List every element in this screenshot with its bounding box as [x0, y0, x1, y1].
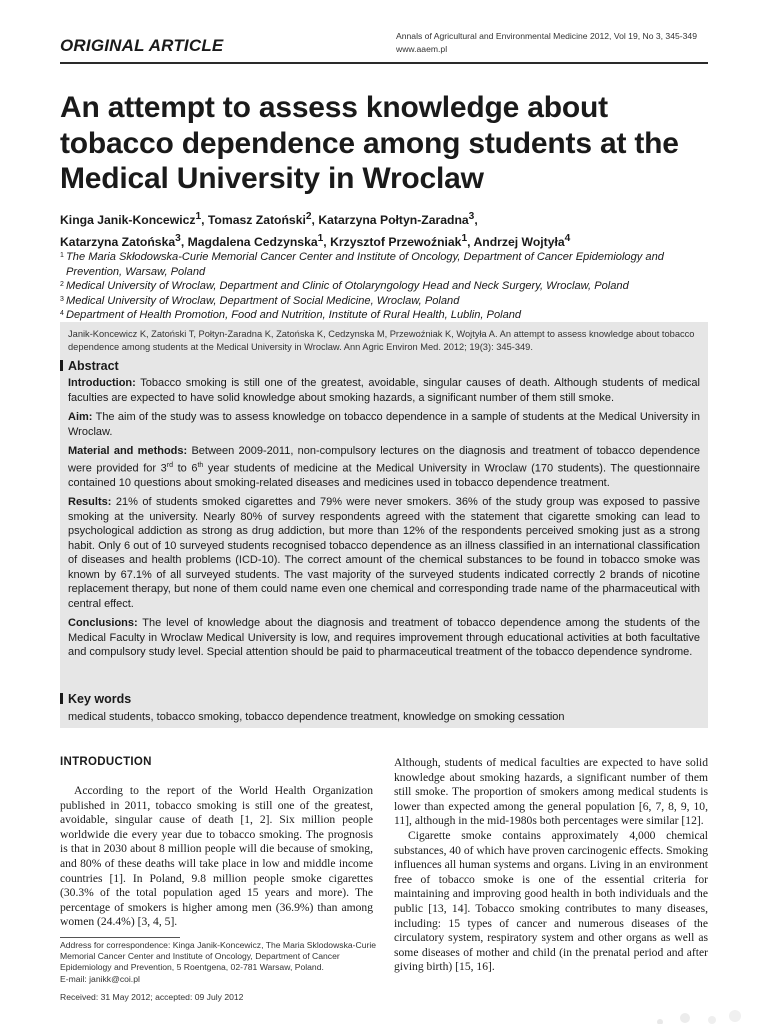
author-list: Kinga Janik-Koncewicz$^1$, Tomasz Zatoński$^2$, Katarzyna Połtyn-Zaradna$^3$, Katarzyna Zatońska$^3$, Magdalena Cedzynska$^1$, Krzysztof Przewoźniak$^1$, Andrzej Wojtyła$^4$ [60, 211, 571, 249]
decor-dot [708, 1016, 716, 1024]
author: Katarzyna Zatońska$^3$ [60, 232, 181, 249]
text-column-right [394, 756, 708, 975]
decor-dot [657, 1019, 663, 1024]
author: Tomasz Zatoński$^2$ [207, 211, 312, 228]
keywords-heading: Key words [60, 692, 131, 706]
correspondence-footnote [60, 940, 380, 985]
introduction-heading: INTRODUCTION [60, 756, 152, 768]
decor-dot [680, 1013, 690, 1023]
abstract-conclusions: Conclusions: The level of knowledge about the diagnosis and treatment of tobacco dependence among the students of the Medical Faculty in Wroclaw Medical University is low, and requires improvement through educational activities at both facultative and compulsory study level. Special attention should be paid to pharmaceutical treatment of the tobacco dependence syndrome. [68, 617, 701, 659]
text-column-left [60, 784, 373, 930]
article-type-label: ORIGINAL ARTICLE [60, 36, 224, 55]
abstract-methods: Material and methods: Between 2009-2011, non-compulsory lectures on the diagnosis and treatment of tobacco dependence were provided for 3rd to 6th year students of medicine at the Medical University in Wroclaw (170 students). The questionnaire contained 10 questions about smoking-related diseases and medicines used in tobacco dependence treatment. [68, 445, 700, 489]
correspondence-address: Address for correspondence: Kinga Janik-Koncewicz, The Maria Sklodowska-Curie Memorial Cancer Center and Institute of Oncology, Department of Cancer Epidemiology and Prevention, 5 Roentgena, 02-781 Warsaw, Poland. [60, 940, 377, 973]
abstract-aim: Aim: The aim of the study was to assess knowledge on tobacco dependence in a sample of students at the Medical University in Wroclaw. [68, 411, 700, 438]
abstract-body [68, 376, 700, 665]
affiliation-list [60, 250, 710, 323]
article-title: An attempt to assess knowledge about tobacco dependence among students at the Medical University in Wroclaw [60, 91, 679, 195]
abstract-introduction: Introduction: Tobacco smoking is still one of the greatest, avoidable, singular causes of death. Although students of medical faculties are expected to have solid knowledge about smoking hazards, a significant number of them still smoke. [68, 377, 700, 404]
author: Krzysztof Przewoźniak$^1$ [330, 232, 468, 249]
corner-decoration [640, 1006, 750, 1024]
paragraph: According to the report of the World Health Organization published in 2011, tobacco smoking is still one of the greatest, avoidable, singular cause of death [1, 2]. Six million people worldwide die every year due to tobacco smoking. The prognosis is that in 2030 about 8 million people will die because of smoking, and 80% of these deaths will take place in low and middle income countries [1]. In Poland, 9.8 million people smoke cigarettes (30.3% of the total population aged 15 years and more). The percentage of smokers is higher among men (36.9%) than among women (24.4%) [3, 4, 5]. [60, 784, 373, 929]
paragraph: Cigarette smoke contains approximately 4,000 chemical substances, 40 of which have proven carcinogenic effects. Smoking influences all human systems and organs. Living in an environment free of tobacco smoke is one of the essential criteria for maintaining and improving good health in both individuals and the public [13, 14]. Tobacco smoking contributes to many diseases, including: 15 types of cancer and numerous diseases of the circulatory system, respiratory system and other organs as well as some diseases of mother and child (in the prenatal period and after giving birth) [15, 16]. [394, 828, 709, 974]
section-marker [60, 693, 63, 704]
author: Andrzej Wojtyła$^4$ [473, 232, 571, 249]
footnote-rule [60, 937, 180, 938]
author: Katarzyna Połtyn-Zaradna$^3$ [318, 211, 475, 228]
author: Kinga Janik-Koncewicz$^1$ [60, 211, 202, 228]
decor-dot [729, 1010, 741, 1022]
citation-text: Janik-Koncewicz K, Zatoński T, Połtyn-Zaradna K, Zatońska K, Cedzynska M, Przewoźniak K, Wojtyła A. An attempt to assess knowledge about tobacco dependence among students at the Medical University in Wroclaw. Ann Agric Environ Med. 2012; 19(3): 345-349. [68, 329, 695, 352]
paragraph: Although, students of medical faculties are expected to have solid knowledge about smoking hazards, a significant number of them still smoke. The proportion of smokers among medical students is lower than expected among the general population [6, 7, 8, 9, 10, 11], although in the mid-1980s both percentages were similar [12]. [394, 756, 708, 828]
header-rule [60, 62, 708, 64]
abstract-results: Results: 21% of students smoked cigarettes and 79% were never smokers. 36% of the study group was exposed to passive smoking at the university. Nearly 80% of survey respondents agreed with the statement that cigarette smoking can lead to psychological addiction as strong as drug addiction, but more than 12% of the respondents perceived smoking just as a strong habit. Only 6 out of 10 surveyed students recognised tobacco dependence as an illness classified in an international classification of diseases and health problems (ICD-10). The correct amount of the chemical substances to be found in tobacco smoke was known by 67.1% of all surveyed students. The vast majority of the surveyed students indicated correctly 2 brands of nicotine replacement therapy, but none of them could name even one chemical and corresponding trade name of the pharmaceutical with central effect. [68, 496, 700, 610]
abstract-heading: Abstract [60, 359, 119, 373]
affiliation: 1 The Maria Skłodowska-Curie Memorial Cancer Center and Institute of Oncology, Department of Cancer Epidemiology and Prevention, Warsaw, Poland [60, 251, 664, 278]
journal-url[interactable]: www.aaem.pl [396, 44, 448, 54]
section-marker [60, 360, 63, 371]
received-dates: Received: 31 May 2012; accepted: 09 July 2012 [60, 992, 244, 1002]
correspondence-email[interactable]: E-mail: janikk@coi.pl [60, 973, 140, 984]
journal-citation: Annals of Agricultural and Environmental Medicine 2012, Vol 19, No 3, 345-349 [396, 31, 697, 41]
journal-info [396, 30, 711, 56]
affiliation: 3 Medical University of Wroclaw, Department of Social Medicine, Wroclaw, Poland [60, 294, 460, 307]
affiliation: 4 Department of Health Promotion, Food and Nutrition, Institute of Rural Health, Lublin, Poland [60, 309, 522, 322]
keywords-text: medical students, tobacco smoking, tobacco dependence treatment, knowledge on smoking cessation [68, 711, 565, 723]
author: Magdalena Cedzynska$^1$ [187, 232, 324, 249]
affiliation: 2 Medical University of Wroclaw, Department and Clinic of Otolaryngology Head and Neck Surgery, Wroclaw, Poland [60, 280, 629, 293]
